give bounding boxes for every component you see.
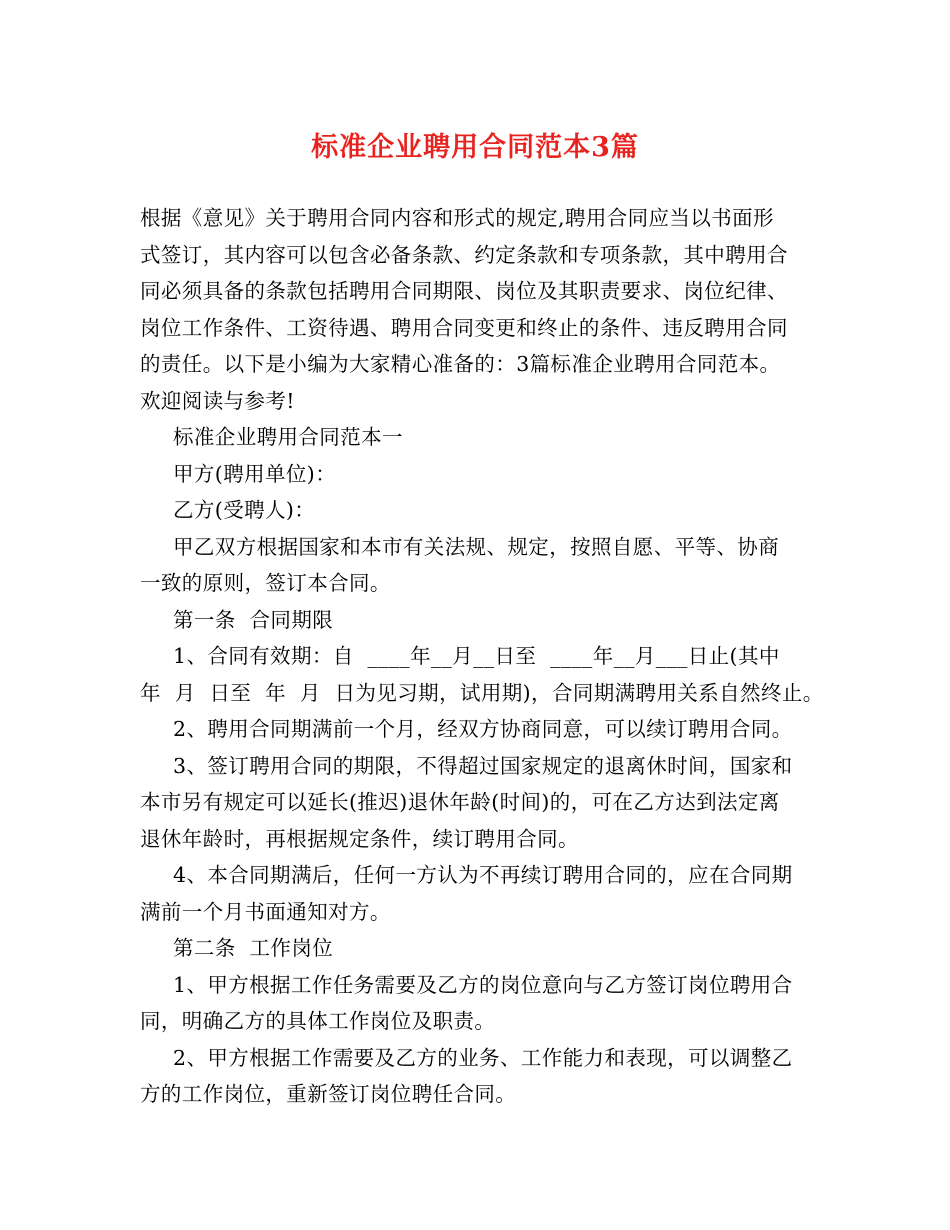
document-title: 标准企业聘用合同范本3篇 (311, 132, 639, 163)
party-b-line: 乙方(受聘人)： (173, 498, 316, 522)
clause-line: 3、签订聘用合同的期限，不得超过国家规定的退离休时间，国家和 (173, 753, 793, 778)
paragraph-line: 的责任。以下是小编为大家精心准备的：3篇标准企业聘用合同范本。 (140, 352, 781, 376)
article-heading: 第一条 合同期限 (173, 607, 334, 632)
clause-line: 年 月 日至 年 月 日为见习期，试用期)，合同期满聘用关系自然终止。 (140, 680, 824, 705)
paragraph-line: 岗位工作条件、工资待遇、聘用合同变更和终止的条件、违反聘用合同 (140, 315, 788, 340)
paragraph-line: 同必须具备的条款包括聘用合同期限、岗位及其职责要求、岗位纪律、 (140, 279, 788, 303)
clause-line: 2、聘用合同期满前一个月，经双方协商同意，可以续订聘用合同。 (173, 717, 793, 741)
clause-line: 1、甲方根据工作任务需要及乙方的岗位意向与乙方签订岗位聘用合 (173, 972, 793, 997)
clause-line: 方的工作岗位，重新签订岗位聘任合同。 (140, 1082, 517, 1106)
paragraph-line: 根据《意见》关于聘用合同内容和形式的规定,聘用合同应当以书面形 (140, 206, 774, 230)
clause-line: 满前一个月书面通知对方。 (140, 899, 391, 924)
paragraph-line: 一致的原则，签订本合同。 (140, 571, 391, 595)
clause-line: 2、甲方根据工作需要及乙方的业务、工作能力和表现，可以调整乙 (173, 1045, 793, 1070)
document-body (140, 200, 824, 1113)
clause-line: 退休年龄时，再根据规定条件，续订聘用合同。 (140, 826, 579, 851)
clause-line: 同，明确乙方的具体工作岗位及职责。 (140, 1009, 496, 1033)
paragraph-line: 欢迎阅读与参考! (140, 388, 295, 413)
clause-line: 4、本合同期满后，任何一方认为不再续订聘用合同的，应在合同期 (173, 863, 793, 887)
section-heading: 标准企业聘用合同范本一 (173, 425, 403, 449)
clause-line: 1、合同有效期：自 ____年__月__日至 ____年__月___日止(其中 (173, 644, 780, 668)
paragraph-line: 式签订，其内容可以包含必备条款、约定条款和专项条款，其中聘用合 (140, 242, 788, 267)
party-a-line: 甲方(聘用单位)： (173, 461, 337, 486)
paragraph-line: 甲乙双方根据国家和本市有关法规、规定，按照自愿、平等、协商 (173, 534, 780, 559)
article-heading: 第二条 工作岗位 (173, 936, 334, 960)
clause-line: 本市另有规定可以延长(推迟)退休年龄(时间)的，可在乙方达到法定离 (140, 790, 780, 814)
